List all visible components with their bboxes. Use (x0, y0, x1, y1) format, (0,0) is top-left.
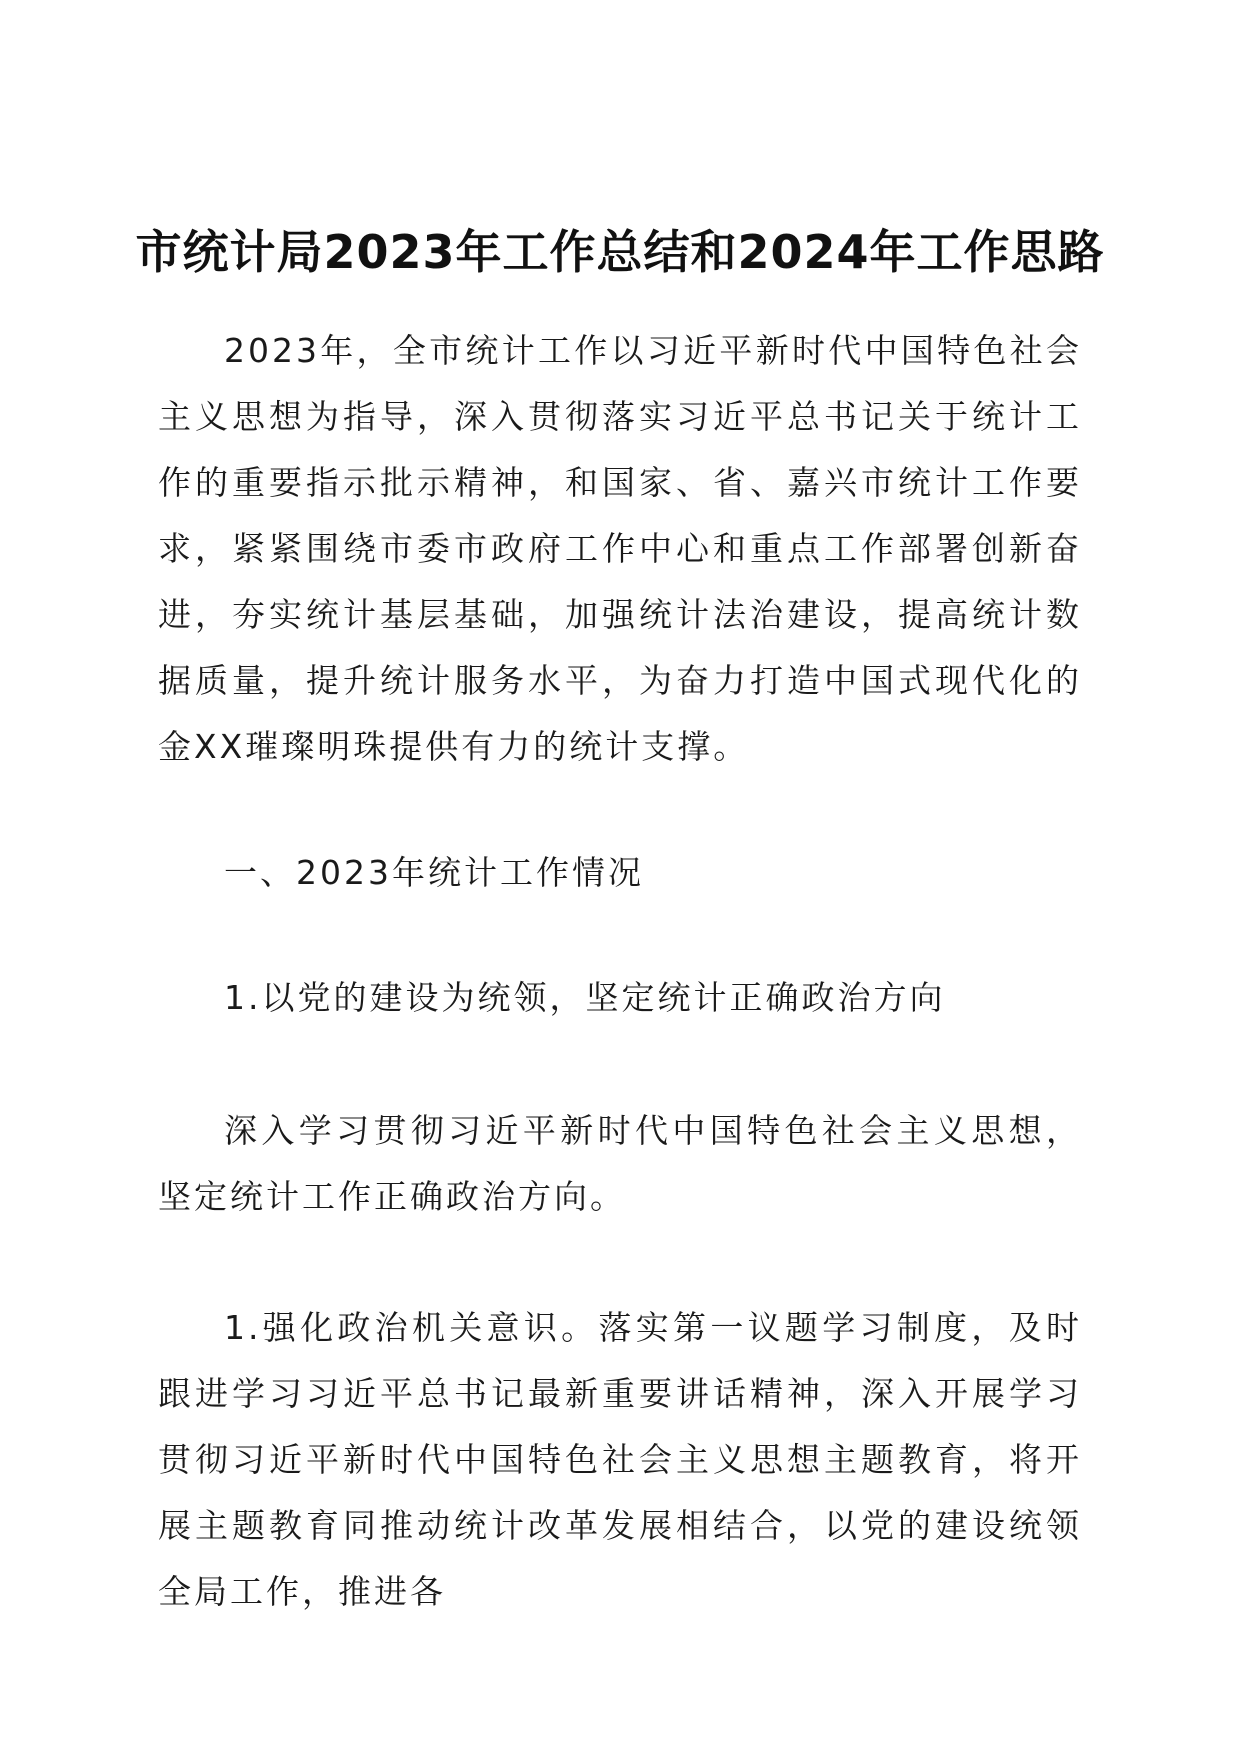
subsection-heading: 1.以党的建设为统领，坚定统计正确政治方向 (224, 978, 946, 1017)
section-heading: 一、2023年统计工作情况 (224, 853, 644, 892)
body-paragraph: 1.强化政治机关意识。落实第一议题学习制度，及时跟进学习习近平总书记最新重要讲话精神，深入开展学习贯彻习近平新时代中国特色社会主义思想主题教育，将开展主题教育同推动统计改革发展相结合，以党的建设统领全局工作，推进各 (158, 1308, 1082, 1611)
body-paragraph: 深入学习贯彻习近平新时代中国特色社会主义思想，坚定统计工作正确政治方向。 (158, 1111, 1082, 1216)
document-title: 市统计局2023年工作总结和2024年工作思路 (135, 225, 1105, 279)
intro-paragraph: 2023年，全市统计工作以习近平新时代中国特色社会主义思想为指导，深入贯彻落实习近平总书记关于统计工作的重要指示批示精神，和国家、省、嘉兴市统计工作要求，紧紧围绕市委市政府工作中心和重点工作部署创新奋进，夯实统计基层基础，加强统计法治建设，提高统计数据质量，提升统计服务水平，为奋力打造中国式现代化的金XX璀璨明珠提供有力的统计支撑。 (158, 331, 1082, 766)
